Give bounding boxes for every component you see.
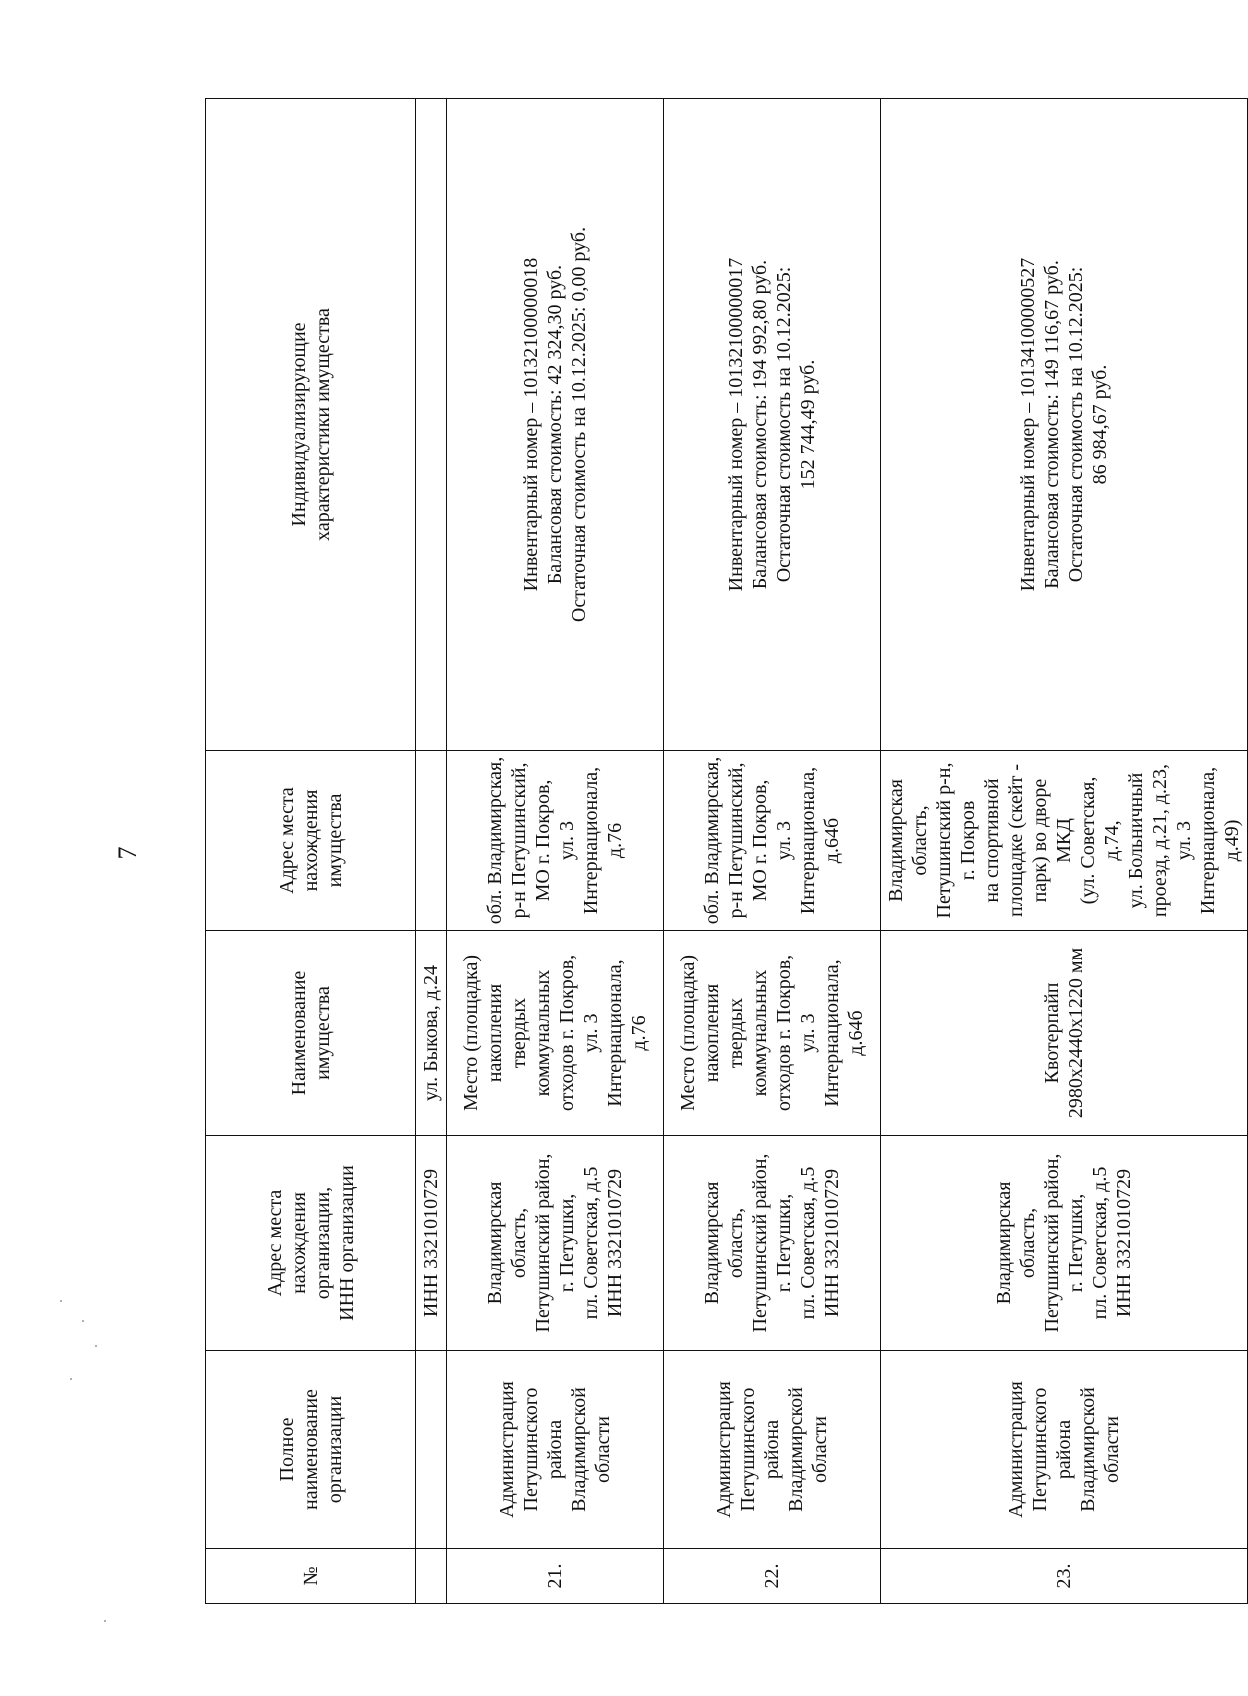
table-row [881,99,1248,1604]
organization-name: Администрация Петушинского района Владимирской области [664,1351,881,1549]
continuation-cell [416,751,447,931]
property-details: Инвентарный номер – 10132100000017 Балансовая стоимость: 194 992,80 руб. Остаточная стоимость на 10.12.2025: 152 744,49 руб. [664,99,881,751]
row-number: 23. [881,1549,1248,1604]
row-number: 22. [664,1549,881,1604]
continuation-cell [416,1351,447,1549]
property-location: обл. Владимирская, р-н Петушинский, МО г. Покров, ул. 3 Интернационала, д.76 [447,751,664,931]
row-number: 21. [447,1549,664,1604]
scan-noise [70,1378,72,1380]
rotated-table-container [205,99,1243,1604]
organization-name: Администрация Петушинского района Владимирской области [447,1351,664,1549]
property-name: Место (площадка) накопления твердых коммунальных отходов г. Покров, ул. 3 Интернационала, д.76 [447,931,664,1136]
table-row [664,99,881,1604]
property-name: Место (площадка) накопления твердых коммунальных отходов г. Покров, ул. 3 Интернационала, д.64б [664,931,881,1136]
property-location: обл. Владимирская, р-н Петушинский, МО г. Покров, ул. 3 Интернационала, д.64б [664,751,881,931]
table-row [447,99,664,1604]
header-property-location: Адрес места нахождения имущества [206,751,416,931]
continuation-cell: ИНН 3321010729 [416,1136,447,1351]
property-name: Квотерпайп 2980х2440х1220 мм [881,931,1248,1136]
scan-noise [82,1320,84,1322]
scan-noise [104,1620,106,1622]
continuation-cell [416,1549,447,1604]
continuation-row [416,99,447,1604]
header-organization-address: Адрес места нахождения организации, ИНН организации [206,1136,416,1351]
header-number: № [206,1549,416,1604]
organization-address: Владимирская область, Петушинский район, г. Петушки, пл. Советская, д.5 ИНН 3321010729 [881,1136,1248,1351]
header-property-details: Индивидуализирующие характеристики имущества [206,99,416,751]
organization-address: Владимирская область, Петушинский район, г. Петушки, пл. Советская, д.5 ИНН 3321010729 [447,1136,664,1351]
property-details: Инвентарный номер – 10134100000527 Балансовая стоимость: 149 116,67 руб. Остаточная стоимость на 10.12.2025: 86 984,67 руб. [881,99,1248,751]
property-table [205,98,1248,1604]
scan-noise [95,1345,97,1347]
continuation-cell [416,99,447,751]
table-header-row [206,99,416,1604]
organization-name: Администрация Петушинского района Владимирской области [881,1351,1248,1549]
property-details: Инвентарный номер – 10132100000018 Балансовая стоимость: 42 324,30 руб. Остаточная стоимость на 10.12.2025: 0,00 руб. [447,99,664,751]
continuation-cell: ул. Быкова, д.24 [416,931,447,1136]
header-property-name: Наименование имущества [206,931,416,1136]
scan-noise [60,1300,62,1302]
header-organization: Полное наименование организации [206,1351,416,1549]
organization-address: Владимирская область, Петушинский район, г. Петушки, пл. Советская, д.5 ИНН 3321010729 [664,1136,881,1351]
property-location: Владимирская область, Петушинский р-н, г. Покров на спортивной площадке (скейт - парк) во дворе МКД (ул. Советская, д.74, ул. Больничный проезд, д.21, д.23, ул. 3 Интернационала, д.49) [881,751,1248,931]
page-number: 7 [113,846,142,860]
